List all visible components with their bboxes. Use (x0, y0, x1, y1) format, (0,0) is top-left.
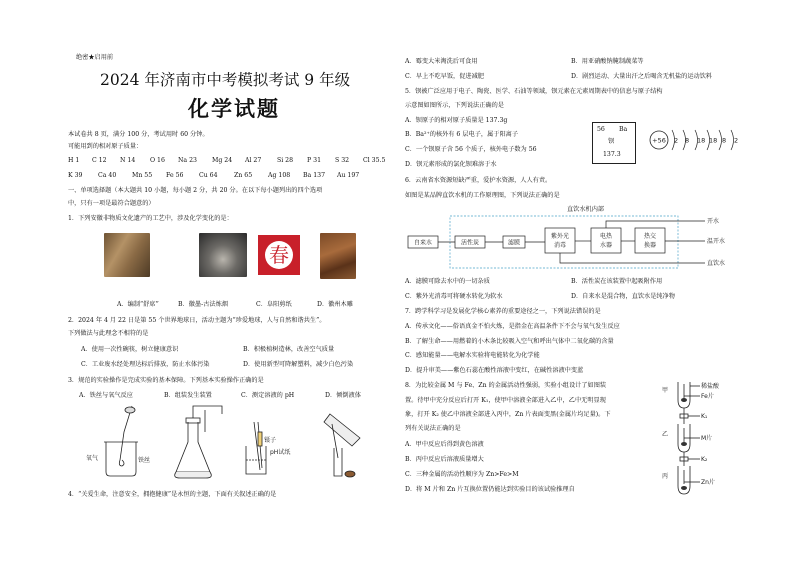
atom-mass-6: Al 27 (245, 157, 262, 164)
q6-option-d[interactable]: D．自来水是混合物，直饮水是纯净物 (571, 293, 675, 300)
wood-carving-photo (320, 233, 356, 279)
atom-mass-11: K 39 (68, 172, 83, 179)
q8-option-c[interactable]: C．三种金属的活动性顺序为 Zn>Fe>M (405, 471, 519, 478)
shell-electrons-3: 18 (697, 136, 706, 145)
pouring-apparatus (324, 414, 360, 477)
box-uv-disinfection (545, 228, 575, 253)
q1-option-b[interactable]: B．徽墨-古法炼烟 (178, 301, 228, 308)
q8-stem-2: 置。待甲中充分反应后打开 K₁，使甲中溶液全部进入乙中，乙中无明显现 (405, 397, 606, 404)
q1-option-c[interactable]: C．阜阳剪纸 (256, 301, 292, 308)
q1-option-a[interactable]: A．编制“舒席” (117, 301, 159, 308)
q1-stem: 1．下列安徽非物质文化遗产的工艺中，涉及化学变化的是： (68, 215, 233, 222)
label-activated-carbon: 活性炭 (460, 239, 480, 247)
label-filter-membrane: 滤膜 (507, 239, 521, 247)
label-tap-water: 自来水 (413, 239, 433, 247)
q5-stem-1: 5．钡被广泛应用于电子、陶瓷、医学、石油等领域，钡元素在元素周期表中的信息与原子结构 (405, 88, 663, 95)
element-symbol: Ba (619, 126, 628, 133)
q6-stem-2: 如图是某品牌直饮水机的工作原理图，下列说法正确的是 (405, 192, 560, 199)
section1-line-1: 一、单项选择题（本大题共 10 小题，每小题 2 分，共 20 分。在以下每小题列出的四个选项 (68, 187, 323, 194)
atom-mass-13: Mn 55 (132, 172, 153, 179)
paper-subtitle: 化学试题 (188, 96, 280, 121)
q7-option-c[interactable]: C．感知能量——电解水实验将电能转化为化学能 (405, 352, 540, 359)
label-bing: 丙 (662, 473, 669, 480)
atom-mass-15: Cu 64 (199, 172, 218, 179)
q2-option-b[interactable]: B．积极植树造林，改善空气质量 (243, 346, 335, 353)
q7-option-d[interactable]: D．提升审美——紫色石蕊在酸性溶液中变红，在碱性溶液中变蓝 (405, 367, 584, 374)
q2-option-a[interactable]: A．使用一次性碗筷，树立健康意识 (81, 346, 179, 353)
shell-electrons-5: 8 (722, 136, 727, 145)
atom-mass-9: S 32 (335, 157, 350, 164)
shell-electrons-6: 2 (734, 136, 739, 145)
shell-electrons-1: 2 (674, 136, 679, 145)
label-heat-exchanger-1: 热交 (643, 233, 657, 240)
water-machine-title: 直饮水机内部 (567, 206, 605, 213)
atom-mass-12: Ca 40 (98, 172, 117, 179)
label-uv-disinfection-2: 消毒 (553, 242, 567, 249)
papercut-image (256, 233, 302, 277)
atom-mass-19: Au 197 (337, 172, 360, 179)
label-jia: 甲 (662, 387, 669, 394)
atom-mass-7: Si 28 (277, 157, 294, 164)
q5-option-c[interactable]: C．一个钡原子含 56 个质子，核外电子数为 56 (405, 146, 537, 153)
q3-stem: 3．规范的实验操作是完成实验的基本保障。下列基本实验操作正确的是 (68, 377, 264, 384)
flask-apparatus (175, 406, 222, 478)
q6-option-a[interactable]: A．滤膜可除去水中的一切杂质 (405, 278, 490, 285)
label-yi: 乙 (662, 431, 669, 438)
jar-wire-apparatus (104, 406, 138, 476)
q6-option-c[interactable]: C．紫外光消毒可将硬水转化为软水 (405, 293, 503, 300)
element-number: 56 (597, 126, 605, 133)
tweezers-label: 镊子 (264, 437, 277, 444)
element-name: 钡 (608, 138, 615, 145)
q3-option-c[interactable]: C．测定溶液的 pH (241, 392, 295, 399)
label-heat-exchanger-2: 换器 (643, 242, 657, 249)
q7-option-a[interactable]: A．传承文化——俗语真金不怕火炼，是指金在高温条件下不会与氧气发生反应 (405, 323, 620, 330)
q8-stem-1: 8．为比较金属 M 与 Fe、Zn 的金属活动性强弱，实验小组设计了如图装 (405, 382, 607, 389)
atom-mass-17: Ag 108 (268, 172, 291, 179)
shell-electrons-4: 18 (709, 136, 718, 145)
intro-line-2: 可能用到的相对原子质量： (68, 143, 143, 150)
atom-structure-diagram (648, 120, 748, 160)
label-fe: Fe片 (701, 393, 714, 400)
q2-stem-2: 下列做法与此理念不相符的是 (68, 330, 149, 337)
shell-electrons-2: 8 (685, 136, 690, 145)
label-zn: Zn片 (701, 479, 715, 486)
q6-stem-1: 6．云南省水资源短缺严重，爱护水资源，人人有责。 (405, 177, 552, 184)
q7-stem: 7．跨学科学习是发展化学核心素养的重要途径之一，下列说法错误的是 (405, 308, 601, 315)
label-electric-heater-2: 水器 (599, 242, 613, 249)
element-mass: 137.3 (603, 151, 621, 158)
label-electric-heater-1: 电热 (599, 233, 613, 240)
q2-option-d[interactable]: D．使用新型可降解塑料，减少白色污染 (243, 361, 354, 368)
q5-stem-2: 示意图如图所示，下列说法正确的是 (405, 102, 504, 109)
atom-mass-2: N 14 (120, 157, 136, 164)
q5-option-d[interactable]: D．钡元素形成的氯化钡难溶于水 (405, 161, 497, 168)
q4-option-c[interactable]: C．早上不吃早饭，促进减肥 (405, 73, 484, 80)
q4-stem: 4．“关爱生命，注意安全，拥抱健康”是永恒的主题，下面有关叙述正确的是 (68, 491, 277, 498)
q5-option-a[interactable]: A．钡原子的相对原子质量是 137.3g (405, 117, 508, 124)
q6-option-b[interactable]: B．活性炭在该装置中起吸附作用 (571, 278, 663, 285)
atom-mass-4: Na 23 (178, 157, 197, 164)
output-boiling-water: 开水 (707, 218, 720, 225)
element-tile (592, 122, 636, 164)
atom-mass-3: O 16 (150, 157, 165, 164)
wire-label: 铁丝 (138, 457, 151, 464)
q2-option-c[interactable]: C．工业废水经处理达标后排放，防止水体污染 (81, 361, 210, 368)
exam-title: 2024 年济南市中考模拟考试 9 年级 (100, 71, 351, 89)
woven-mat-photo (104, 233, 150, 277)
output-warm-water: 温开水 (707, 238, 726, 245)
q8-stem-4: 列有关说法正确的是 (405, 425, 461, 432)
label-acid: 稀盐酸 (701, 383, 720, 390)
q2-stem-1: 2．2024 年 4 月 22 日是第 55 个世界地球日，活动主题为“珍爱地球，人与自然和谐共生”。 (68, 317, 326, 324)
atom-mass-10: Cl 35.5 (363, 157, 386, 164)
ink-making-photo (199, 233, 247, 277)
label-uv-disinfection-1: 紫外光 (550, 233, 570, 240)
label-k2: K₂ (701, 456, 708, 463)
section1-line-2: 中，只有一项是最符合题意的） (68, 200, 155, 207)
water-machine-diagram (405, 213, 735, 271)
q8-option-a[interactable]: A．甲中反应后得到黄色溶液 (405, 441, 484, 448)
nucleus-charge: +56 (652, 136, 666, 145)
label-k1: K₁ (701, 413, 708, 420)
q3-apparatus-figure (80, 402, 380, 482)
q8-apparatus-figure (660, 378, 740, 500)
q8-option-b[interactable]: B．丙中反应后溶液质量增大 (405, 456, 484, 463)
q4-option-d[interactable]: D．剧烈运动、大量出汗之后喝含无机盐的运动饮料 (571, 73, 713, 80)
atom-mass-18: Ba 137 (303, 172, 326, 179)
secret-label: 绝密★启用前 (76, 54, 114, 61)
ph-paper-label: pH试纸 (270, 449, 291, 456)
atom-mass-5: Mg 24 (212, 157, 233, 164)
q3-option-d[interactable]: D．倾倒液体 (325, 392, 361, 399)
ph-test-apparatus (246, 422, 266, 474)
atom-mass-8: P 31 (307, 157, 322, 164)
box-heat-exchanger (635, 228, 665, 253)
q3-option-b[interactable]: B．组装发生装置 (164, 392, 212, 399)
q7-option-b[interactable]: B．了解生命——用燃着的小木条比较吸入空气和呼出气体中二氧化碳的含量 (405, 338, 614, 345)
q4-option-b[interactable]: B．用亚硝酸钠腌制蔬菜等 (571, 58, 644, 65)
label-m: M片 (701, 435, 713, 442)
intro-line-1: 本试卷共 8 页，满分 100 分，考试用时 60 分钟。 (68, 131, 209, 138)
box-electric-heater (591, 228, 621, 253)
oxygen-label: 氧气 (86, 455, 99, 462)
q3-option-a[interactable]: A．铁丝与氧气反应 (79, 392, 133, 399)
q4-option-a[interactable]: A．霉变大米淘洗后可食用 (405, 58, 478, 65)
atom-mass-14: Fe 56 (166, 172, 184, 179)
atom-mass-16: Zn 65 (234, 172, 253, 179)
q1-option-d[interactable]: D．徽州木雕 (317, 301, 353, 308)
q8-stem-3: 象，打开 K₂ 使乙中溶液全部进入丙中，Zn 片表面变黑(金属片均足量)。下 (405, 411, 611, 418)
papercut-character: 春 (269, 243, 289, 267)
q5-option-b[interactable]: B．Ba²⁺的核外有 6 层电子，属于阳离子 (405, 131, 519, 138)
q8-option-d[interactable]: D．将 M 片和 Zn 片互换位置仍能达到实验目的该试验推理自 (405, 486, 575, 493)
atom-mass-0: H 1 (68, 157, 80, 164)
atom-mass-1: C 12 (92, 157, 107, 164)
output-drinking-water: 直饮水 (707, 260, 726, 267)
